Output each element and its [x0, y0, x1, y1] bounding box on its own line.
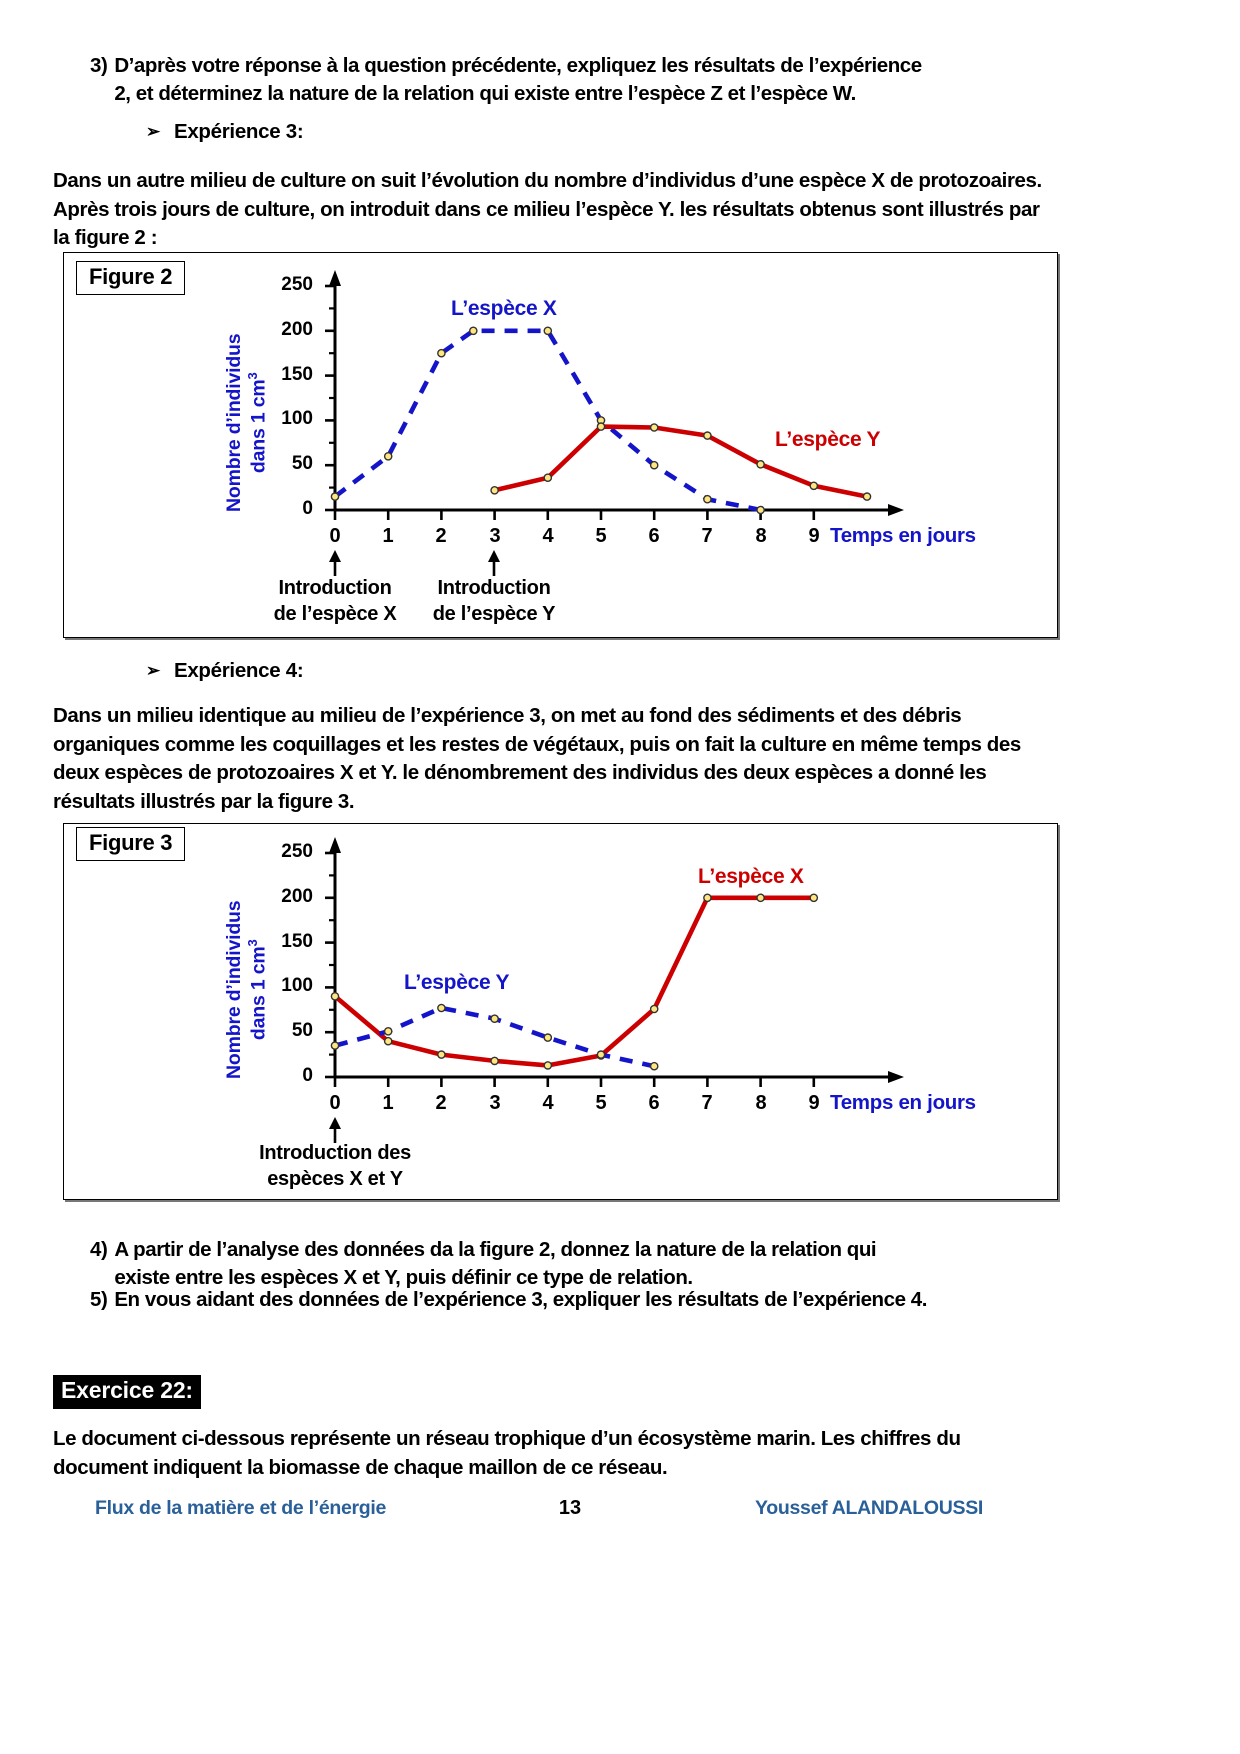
figure-2-ytick-150: 150 [281, 364, 313, 385]
figure-2-axes [329, 270, 904, 516]
figure-2-plot [280, 262, 920, 522]
figure-3-y-axis-label [224, 901, 270, 1079]
exercise-22-intro: Le document ci-dessous représente un réseau trophique d’un écosystème marin. Les chiffres du document indiquent la biomasse de chaque maillon de ce réseau. [53, 1427, 961, 1479]
exercise-22-heading: Exercice 22: [53, 1375, 201, 1409]
figure-3-xtick-5: 5 [595, 1092, 607, 1114]
figure-3-y-axis-sup: 3 [244, 939, 260, 947]
figure-3-ytick-250: 250 [281, 841, 313, 862]
figure-3-ytick-50: 50 [291, 1020, 313, 1041]
figure-2-xtick-2: 2 [435, 525, 447, 547]
figure-2-y-axis-line1: Nombre d’individus [223, 333, 245, 512]
paragraph-experience-3: Dans un autre milieu de culture on suit l’évolution du nombre d’individus d’une espèce X de protozoaires. Après trois jours de culture, on introduit dans ce milieu l’espèce Y. les résultats obtenus sont illustrés par la figure 2 : [53, 169, 1042, 250]
bullet-experience-4-label: Expérience 4: [173, 659, 304, 682]
figure-3-xtick-2: 2 [435, 1092, 447, 1114]
figure-2-intro-x-line2: de l’espèce X [273, 603, 397, 626]
figure-2-xtick-4: 4 [542, 525, 554, 547]
figure-2-xtick-9: 9 [808, 525, 820, 547]
figure-3-chart [280, 829, 920, 1089]
arrow-bullet-icon-2: ➢ [146, 660, 160, 680]
figure-2-x-axis-title: Temps en jours [830, 524, 976, 547]
figure-3-intro-line1: Introduction des [259, 1142, 411, 1164]
figure-3-intro-note [235, 1140, 435, 1193]
question-3-line2: 2, et déterminez la nature de la relation qui existe entre l’espèce Z et l’espèce W. [114, 82, 856, 106]
figure-3-ytick-150: 150 [281, 931, 313, 952]
figure-2-ytick-50: 50 [291, 453, 313, 474]
figure-3-xtick-7: 7 [701, 1092, 713, 1114]
figure-2-intro-y-line2: de l’espèce Y [432, 603, 556, 626]
figure-2-intro-arrows [320, 548, 540, 578]
figure-3-label-espece-y: L’espèce Y [404, 971, 510, 994]
question-4-number: 4) [90, 1238, 108, 1261]
figure-2-ytick-200: 200 [281, 319, 313, 340]
figure-2-xtick-0: 0 [329, 525, 341, 547]
footer-page-number: 13 [558, 1497, 582, 1519]
figure-3-ytick-0: 0 [302, 1065, 313, 1086]
figure-2-label-espece-y: L’espèce Y [775, 428, 881, 451]
figure-2-ytick-250: 250 [281, 274, 313, 295]
figure-2-intro-y-line1: Introduction [437, 577, 551, 599]
figure-3-xtick-8: 8 [755, 1092, 767, 1114]
figure-3-tag: Figure 3 [76, 827, 185, 861]
question-4-line2: existe entre les espèces X et Y, puis définir ce type de relation. [114, 1266, 693, 1290]
figure-2-xtick-7: 7 [701, 525, 713, 547]
figure-3-ytick-200: 200 [281, 886, 313, 907]
bullet-experience-4 [146, 659, 303, 683]
figure-2-series-espece-x [331, 327, 764, 513]
question-3 [90, 52, 1065, 109]
figure-3-xtick-6: 6 [648, 1092, 660, 1114]
figure-2-ytick-100: 100 [281, 408, 313, 429]
figure-2-intro-note-y [394, 575, 594, 628]
figure-2-intro-x-line1: Introduction [278, 577, 392, 599]
figure-2-chart [280, 262, 920, 522]
figure-3-xtick-4: 4 [542, 1092, 554, 1114]
figure-3-y-axis-line2: dans 1 cm [247, 946, 270, 1041]
figure-3-xtick-0: 0 [329, 1092, 341, 1114]
question-5-number: 5) [90, 1288, 108, 1311]
figure-3-y-axis-line1: Nombre d’individus [223, 900, 245, 1079]
figure-3-xtick-1: 1 [382, 1092, 394, 1114]
figure-2-label-espece-x: L’espèce X [451, 297, 557, 320]
figure-2-ytick-0: 0 [302, 498, 313, 519]
figure-2-y-axis-sup: 3 [244, 372, 260, 380]
figure-2-xtick-3: 3 [489, 525, 501, 547]
figure-3-intro-line2: espèces X et Y [267, 1168, 403, 1191]
figure-3-label-espece-x: L’espèce X [698, 865, 804, 888]
footer-right-text: Youssef ALANDALOUSSI [755, 1497, 984, 1519]
question-4-line1: A partir de l’analyse des données da la figure 2, donnez la nature de la relation qui [114, 1238, 877, 1261]
figure-2-tag: Figure 2 [76, 261, 185, 295]
question-3-line1: D’après votre réponse à la question précédente, expliquez les résultats de l’expérience [114, 54, 922, 77]
figure-2-xtick-6: 6 [648, 525, 660, 547]
question-5 [90, 1286, 1065, 1314]
bullet-experience-3 [146, 120, 303, 144]
figure-2-y-axis-line2: dans 1 cm [247, 379, 270, 474]
figure-3-xtick-3: 3 [489, 1092, 501, 1114]
question-5-line1: En vous aidant des données de l’expérience 3, expliquer les résultats de l’expérience 4. [114, 1288, 927, 1311]
figure-3-x-axis-title: Temps en jours [830, 1091, 976, 1114]
figure-2-xtick-1: 1 [382, 525, 394, 547]
figure-3-ytick-100: 100 [281, 975, 313, 996]
footer-left-text: Flux de la matière et de l’énergie [95, 1497, 387, 1519]
paragraph-experience-4: Dans un milieu identique au milieu de l’expérience 3, on met au fond des sédiments et des débris organiques comme les coquillages et les restes de végétaux, puis on fait la culture en même temps des deux espèces de protozoaires X et Y. le dénombrement des individus des deux espèces a donné les résultats illustrés par la figure 3. [53, 704, 1021, 814]
figure-2-y-axis-label [224, 334, 270, 512]
question-4 [90, 1236, 1065, 1293]
figure-2-xtick-5: 5 [595, 525, 607, 547]
arrow-bullet-icon: ➢ [146, 121, 160, 141]
figure-2-xtick-8: 8 [755, 525, 767, 547]
figure-3-plot [280, 829, 920, 1089]
figure-3-xtick-9: 9 [808, 1092, 820, 1114]
bullet-experience-3-label: Expérience 3: [173, 120, 304, 143]
question-3-number: 3) [90, 54, 108, 77]
